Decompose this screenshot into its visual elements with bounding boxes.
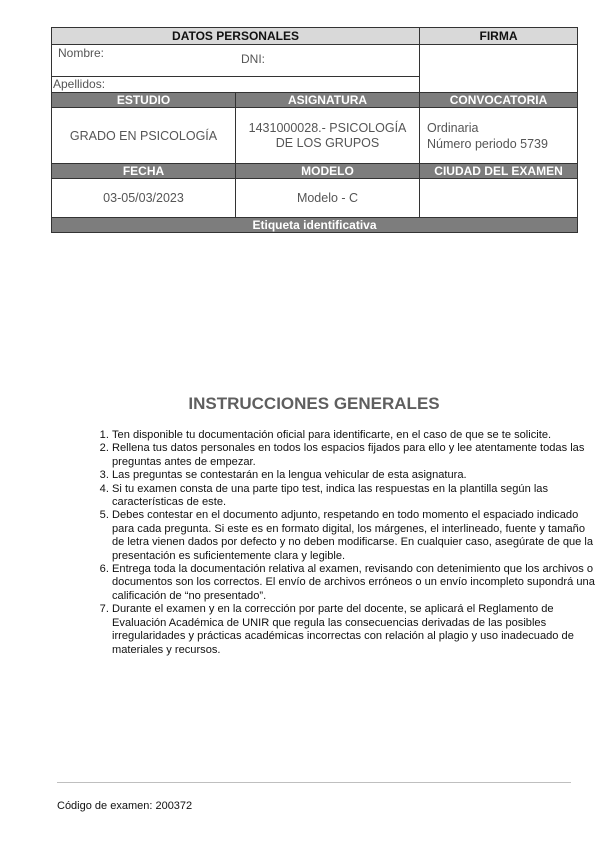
ciudad-header: CIUDAD DEL EXAMEN [420,164,578,179]
estudio-value: GRADO EN PSICOLOGÍA [52,108,236,164]
exam-header-table [51,27,578,233]
convocatoria-header: CONVOCATORIA [420,93,578,108]
asignatura-line-1: 1431000028.- PSICOLOGÍA [248,120,407,135]
convocatoria-line-1: Ordinaria [427,120,479,135]
instruction-item: 1. Ten disponible tu documentación oficial para identificarte, en el caso de que se te solicite. [112,429,598,442]
instruction-item: 6. Entrega toda la documentación relativa al examen, revisando con detenimiento que los archivos o documentos son los correctos. El envío de archivos erróneos o un envío incompleto supondrá una calificación de “no presentado”. [112,563,598,603]
instructions-title: INSTRUCCIONES GENERALES [188,394,440,413]
convocatoria-value [420,108,578,164]
nombre-field[interactable] [52,45,420,77]
footer-divider [57,782,571,783]
instruction-item: 7. Durante el examen y en la corrección por parte del docente, se aplicará el Reglamento de Evaluación Académica de UNIR que regula las consecuencias derivadas de las posibles irregularidades y prácticas académicas incorrectas con relación al plagio y uso inadecuado de materiales y recursos. [112,603,598,657]
datos-personales-header: DATOS PERSONALES [52,28,420,45]
apellidos-field[interactable] [52,77,420,93]
instruction-item: 2. Rellena tus datos personales en todos los espacios fijados para ello y lee atentamente todas las preguntas antes de empezar. [112,442,598,469]
apellidos-label: Apellidos: [53,77,106,91]
firma-box[interactable] [420,45,578,93]
exam-code: Código de examen: 200372 [57,800,193,812]
convocatoria-line-2: Número periodo 5739 [427,136,548,151]
instruction-item: 5. Debes contestar en el documento adjunto, respetando en todo momento el espaciado indicado para cada pregunta. Si este es en formato digital, los márgenes, el interlineado, fuente y tamaño de letra vienen dados por defecto y no deben modificarse. En cualquier caso, asegúrate de que la presentación es suficientemente clara y legible. [112,509,598,563]
instruction-item: 3. Las preguntas se contestarán en la lengua vehicular de esta asignatura. [112,469,598,482]
instruction-item: 4. Si tu examen consta de una parte tipo test, indica las respuestas en la plantilla según las características de este. [112,483,598,510]
asignatura-value [236,108,420,164]
etiqueta-identificativa: Etiqueta identificativa [52,218,578,233]
modelo-value: Modelo - C [236,179,420,218]
fecha-header: FECHA [52,164,236,179]
asignatura-header: ASIGNATURA [236,93,420,108]
nombre-label: Nombre: [58,46,105,60]
asignatura-line-2: DE LOS GRUPOS [275,135,380,150]
estudio-header: ESTUDIO [52,93,236,108]
firma-header: FIRMA [420,28,578,45]
fecha-value: 03-05/03/2023 [52,179,236,218]
ciudad-value[interactable] [420,179,578,218]
dni-label: DNI: [241,52,265,66]
instructions-list [90,429,598,657]
modelo-header: MODELO [236,164,420,179]
